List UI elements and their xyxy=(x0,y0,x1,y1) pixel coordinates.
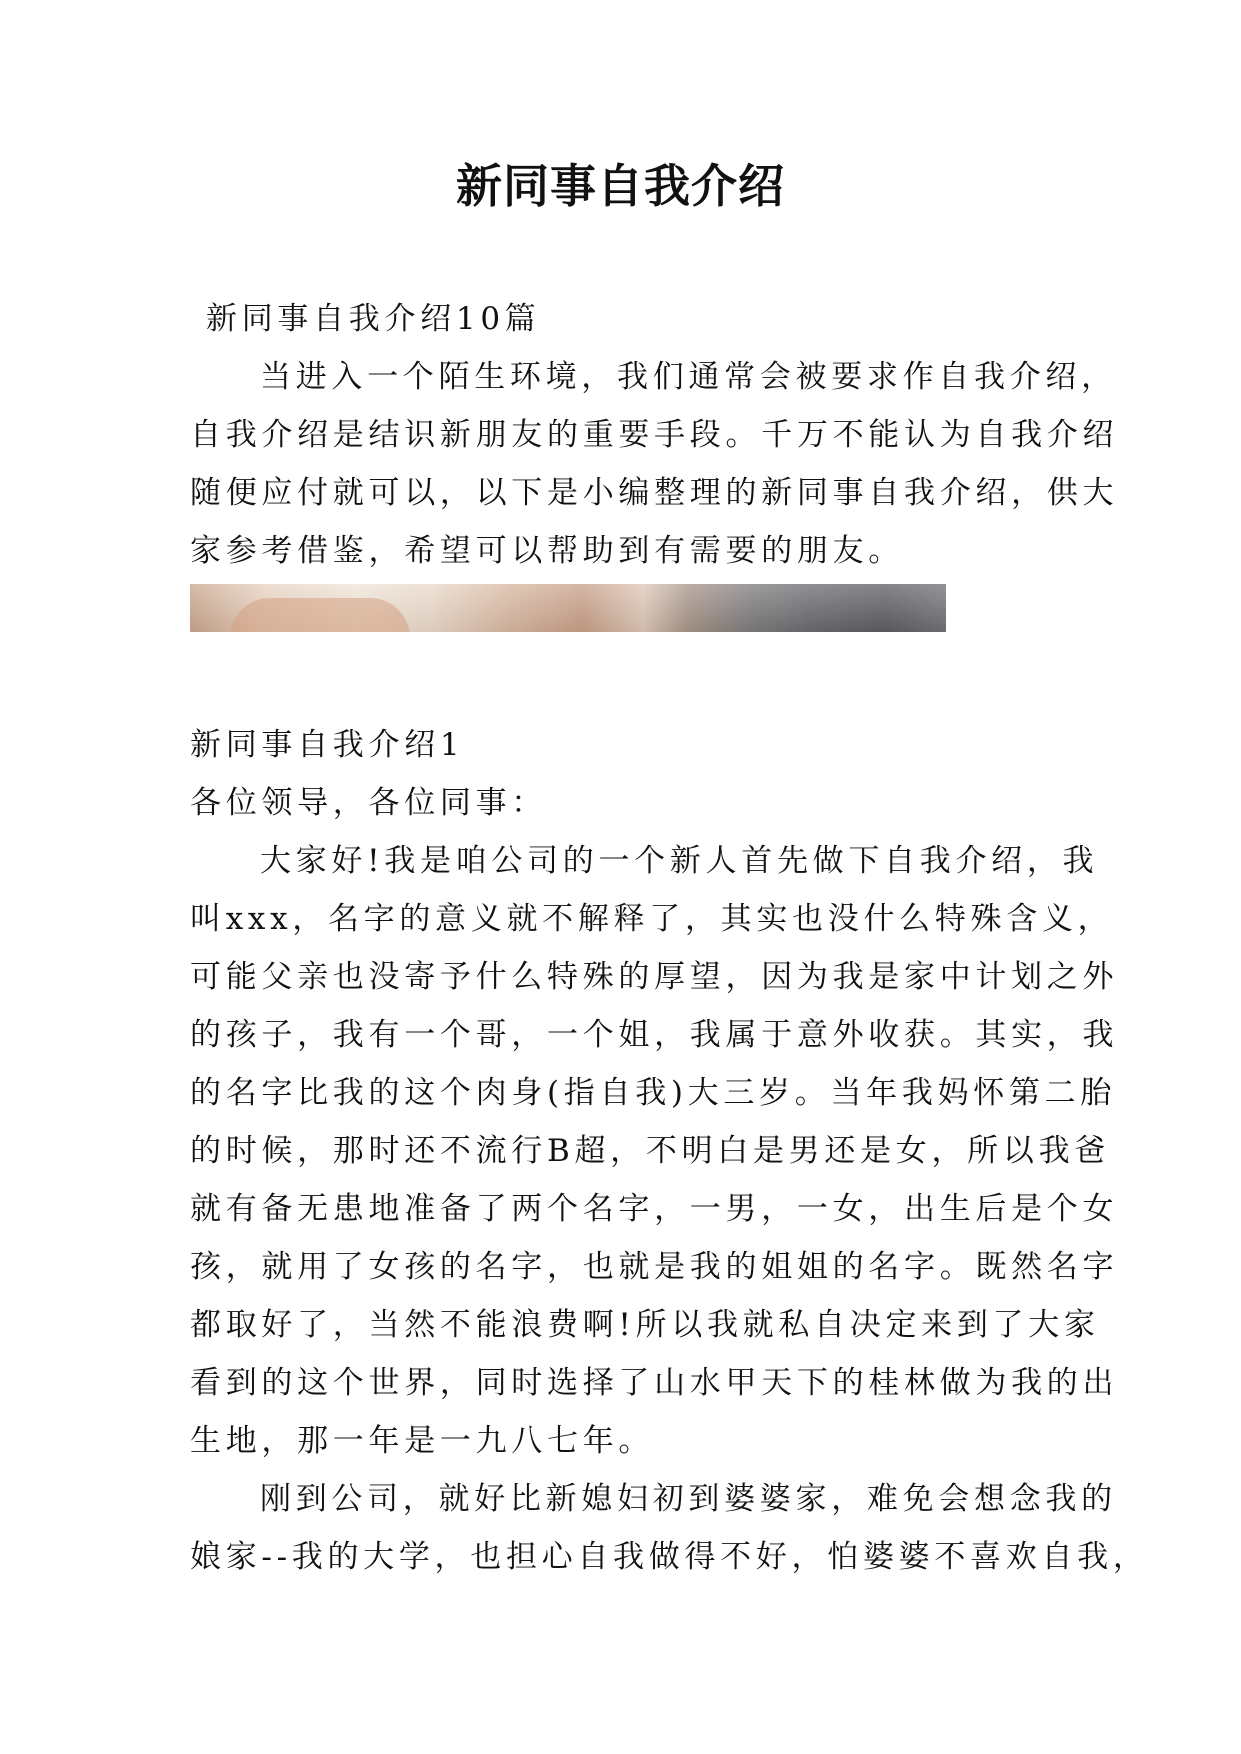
text-line: 可能父亲也没寄予什么特殊的厚望，因为我是家中计划之外 xyxy=(190,959,1119,995)
document-body xyxy=(190,290,1149,1586)
text-line: 孩，就用了女孩的名字，也就是我的姐姐的名字。既然名字 xyxy=(190,1249,1119,1285)
text-line: 大家好!我是咱公司的一个新人首先做下自我介绍，我 xyxy=(260,843,1099,879)
salutation: 各位领导，各位同事： xyxy=(190,785,547,821)
document-subtitle: 新同事自我介绍10篇 xyxy=(206,301,541,337)
text-line: 生地，那一年是一九八七年。 xyxy=(190,1423,655,1459)
text-line: 娘家--我的大学，也担心自我做得不好，怕婆婆不喜欢自我， xyxy=(190,1539,1149,1575)
text-line: 都取好了，当然不能浪费啊!所以我就私自决定来到了大家 xyxy=(190,1307,1100,1343)
text-line: 家参考借鉴，希望可以帮助到有需要的朋友。 xyxy=(190,533,904,569)
text-line: 随便应付就可以，以下是小编整理的新同事自我介绍，供大 xyxy=(190,475,1119,511)
paragraph-2 xyxy=(190,1470,1149,1586)
section-heading: 新同事自我介绍1 xyxy=(190,727,465,763)
text-line: 刚到公司，就好比新媳妇初到婆婆家，难免会想念我的 xyxy=(260,1481,1117,1517)
document-title: 新同事自我介绍 xyxy=(456,159,785,213)
photo-hand-shape xyxy=(230,598,410,632)
text-line: 看到的这个世界，同时选择了山水甲天下的桂林做为我的出 xyxy=(190,1365,1119,1401)
text-line: 叫xxx，名字的意义就不解释了，其实也没什么特殊含义， xyxy=(190,901,1114,937)
text-line: 自我介绍是结识新朋友的重要手段。千万不能认为自我介绍 xyxy=(190,417,1119,453)
paragraph-1 xyxy=(190,832,1119,1470)
text-line: 的时候，那时还不流行B超，不明白是男还是女，所以我爸 xyxy=(190,1133,1110,1169)
text-line: 的孩子，我有一个哥，一个姐，我属于意外收获。其实，我 xyxy=(190,1017,1119,1053)
text-line: 的名字比我的这个肉身(指自我)大三岁。当年我妈怀第二胎 xyxy=(190,1075,1117,1111)
text-line: 当进入一个陌生环境，我们通常会被要求作自我介绍， xyxy=(260,359,1117,395)
banner-photo xyxy=(190,584,946,632)
text-line: 就有备无患地准备了两个名字，一男，一女，出生后是个女 xyxy=(190,1191,1119,1227)
intro-paragraph xyxy=(190,348,1119,580)
